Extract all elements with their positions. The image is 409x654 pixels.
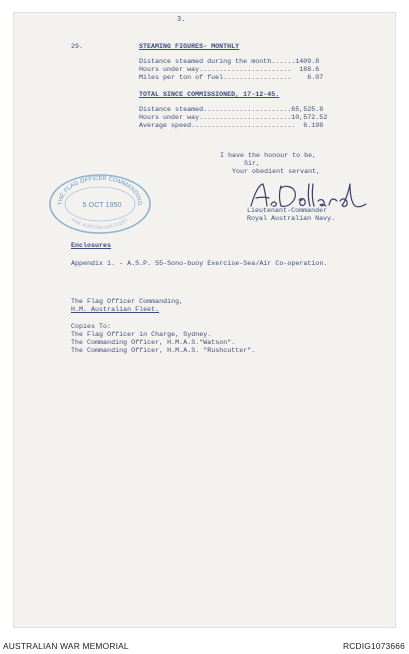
stamp-date: 5 OCT 1950 [82, 200, 122, 209]
signature [245, 180, 370, 214]
document-page [14, 13, 395, 627]
copies-line: The Commanding Officer, H.M.A.S. "Rushcutter". [71, 347, 256, 354]
footer-record-id: RCDIG1073666 [343, 641, 405, 651]
copies-line: The Commanding Officer, H.M.A.S."Watson". [71, 339, 236, 346]
addressee-line: The Flag Officer Commanding, [71, 298, 184, 305]
closing-line: I have the honour to be, [220, 152, 317, 159]
page-number: 3. [177, 16, 186, 24]
closing-line: Your obedient servant, [220, 168, 321, 175]
paragraph-number: 29. [71, 43, 84, 50]
closing-line: Sir, [220, 160, 261, 167]
commissioned-row: Hours under way.......................10,572.52 [139, 114, 328, 121]
footer-institution: AUSTRALIAN WAR MEMORIAL [3, 641, 129, 651]
enclosure-line: Appendix 1. - A.S.P. 55-Sono-buoy Exercise-Sea/Air Co-operation. [71, 260, 328, 267]
heading-monthly: STEAMING FIGURES- MONTHLY [139, 43, 240, 50]
received-stamp [48, 173, 152, 235]
copies-line: The Flag Officer in Charge, Sydney. [71, 331, 212, 338]
enclosures-heading: Enclosures [71, 242, 112, 249]
commissioned-row: Average speed.......................... 6.198 [139, 122, 324, 129]
stamp-top-text: THE FLAG OFFICER COMMANDING [57, 175, 143, 206]
monthly-row: Hours under way....................... 188.6 [139, 66, 320, 73]
addressee-line: H.M. Australian Fleet. [71, 306, 160, 313]
stamp-bottom-text: H.M. AUSTRALIAN FLEET [70, 217, 130, 232]
copies-heading: Copies To: [71, 323, 112, 330]
signatory-service: Royal Australian Navy. [247, 215, 336, 222]
monthly-row: Distance steamed during the month......1409.8 [139, 58, 320, 65]
commissioned-row: Distance steamed......................65,525.8 [139, 106, 324, 113]
signatory-rank: Lieutenant-Commander [247, 207, 328, 214]
monthly-row: Miles per ton of fuel................. 6.07 [139, 74, 324, 81]
heading-commissioned: TOTAL SINCE COMMISSIONED, 17-12-45. [139, 91, 280, 98]
